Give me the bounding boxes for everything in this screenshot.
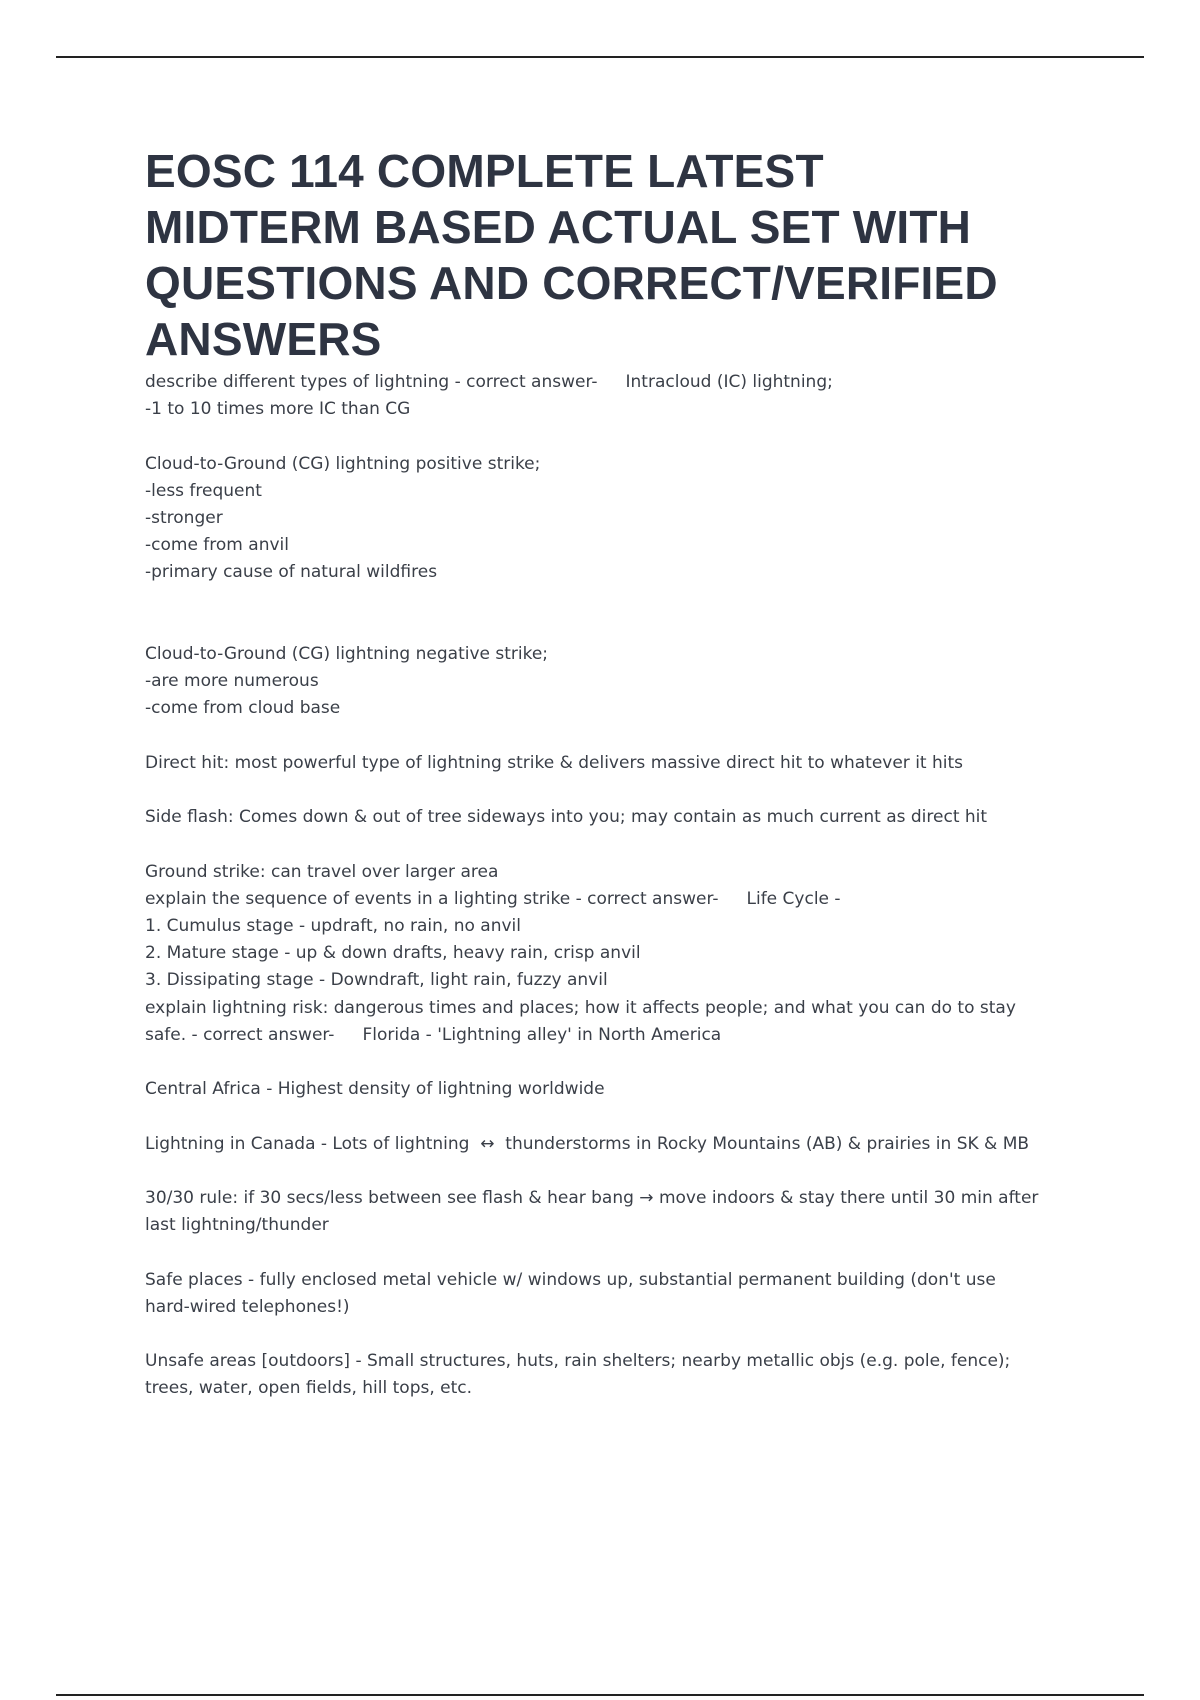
document-body <box>145 369 1095 1403</box>
answer-line: -come from cloud base <box>145 698 341 719</box>
answer-line <box>145 423 1095 450</box>
answer-line: 3. Dissipating stage - Downdraft, light rain, fuzzy anvil <box>145 970 608 991</box>
answer-line: -stronger <box>145 508 223 528</box>
answer-line: -primary cause of natural wildfires <box>145 562 438 583</box>
answer-line <box>145 831 1095 858</box>
answer-text: Life Cycle - <box>746 888 841 909</box>
answer-line: 30/30 rule: if 30 secs/less between see flash & hear bang → move indoors & stay there until 30 min after <box>145 1187 1039 1208</box>
qa-question-line <box>145 1022 1095 1049</box>
answer-line: -less frequent <box>145 480 262 501</box>
qa-question-line <box>145 886 1095 913</box>
answer-line: Direct hit: most powerful type of lightning strike & delivers massive direct hit to whatever it hits <box>145 752 964 773</box>
answer-line: -1 to 10 times more IC than CG <box>145 399 411 420</box>
answer-text: Intracloud (IC) lightning; <box>625 372 833 392</box>
answer-line <box>145 777 1095 804</box>
answer-line <box>145 1158 1095 1185</box>
answer-line: Unsafe areas [outdoors] - Small structures, huts, rain shelters; nearby metallic objs (e.g. pole, fence); <box>145 1351 1011 1372</box>
title-line: QUESTIONS AND CORRECT/VERIFIED <box>145 257 998 309</box>
answer-line <box>145 587 1095 614</box>
question-text: explain the sequence of events in a lighting strike - correct answer- <box>145 888 719 909</box>
title-line: MIDTERM BASED ACTUAL SET WITH <box>145 201 972 253</box>
answer-line: hard-wired telephones!) <box>145 1296 350 1317</box>
question-text: describe different types of lightning - correct answer- <box>145 372 598 392</box>
answer-line: Cloud-to-Ground (CG) lightning positive strike; <box>145 453 541 474</box>
answer-line <box>145 723 1095 750</box>
answer-text: Florida - 'Lightning alley' in North America <box>362 1024 722 1045</box>
answer-line: -come from anvil <box>145 535 289 556</box>
answer-line: Ground strike: can travel over larger area <box>145 861 499 882</box>
question-text: safe. - correct answer- <box>145 1024 335 1045</box>
answer-line <box>145 614 1095 641</box>
answer-line: Side flash: Comes down & out of tree sideways into you; may contain as much current as direct hit <box>145 807 988 828</box>
answer-line: 1. Cumulus stage - updraft, no rain, no anvil <box>145 915 521 936</box>
answer-line <box>145 1321 1095 1348</box>
answer-line <box>145 1049 1095 1076</box>
qa-question-line <box>145 369 1095 396</box>
answer-line: Cloud-to-Ground (CG) lightning negative strike; <box>145 643 549 664</box>
top-rule <box>56 56 1144 58</box>
document-title <box>145 143 1095 367</box>
title-line: EOSC 114 COMPLETE LATEST <box>145 145 824 197</box>
bottom-rule <box>56 1694 1144 1696</box>
title-line: ANSWERS <box>145 313 382 365</box>
answer-line <box>145 1239 1095 1266</box>
question-line: explain lightning risk: dangerous times and places; how it affects people; and what you can do to stay <box>145 997 1016 1018</box>
answer-line <box>145 1103 1095 1130</box>
answer-line: trees, water, open fields, hill tops, etc. <box>145 1378 473 1399</box>
document-page <box>145 143 1095 1403</box>
answer-line: 2. Mature stage - up & down drafts, heavy rain, crisp anvil <box>145 943 641 964</box>
answer-line: Lightning in Canada - Lots of lightning ↔ thunderstorms in Rocky Mountains (AB) & prairies in SK & MB <box>145 1133 1030 1154</box>
answer-line: Central Africa - Highest density of lightning worldwide <box>145 1079 605 1100</box>
answer-line: Safe places - fully enclosed metal vehicle w/ windows up, substantial permanent building (don't use <box>145 1269 996 1290</box>
answer-line: last lightning/thunder <box>145 1215 329 1236</box>
answer-line: -are more numerous <box>145 671 319 692</box>
